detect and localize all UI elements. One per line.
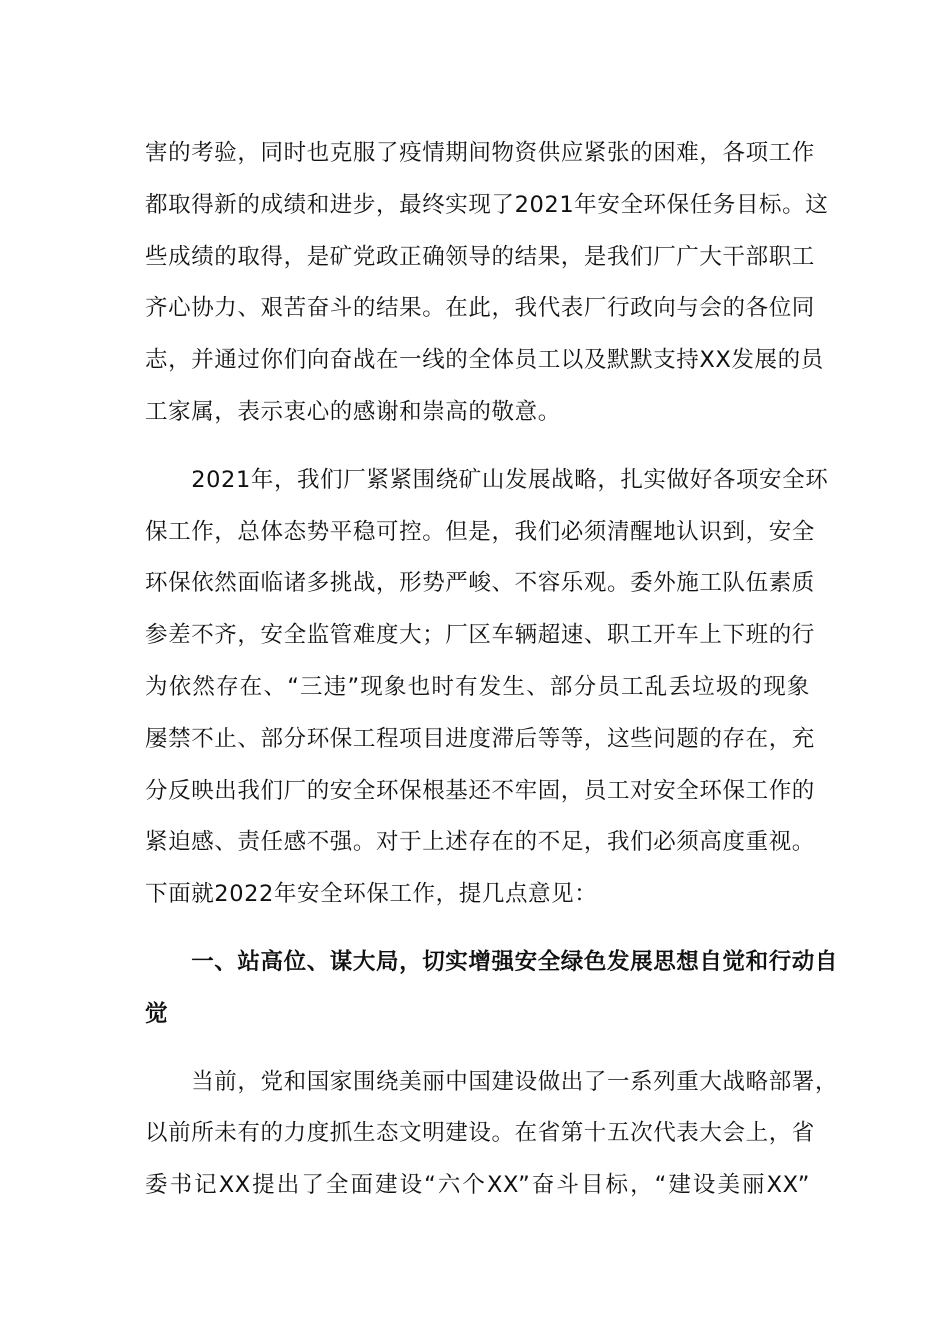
text-line: 工家属，表示衷心的感谢和崇高的敬意。 xyxy=(145,398,561,425)
text-line: 害的考验，同时也克服了疫情期间物资供应紧张的困难，各项工作 xyxy=(145,140,815,166)
text-line: 屡禁不止、部分环保工程项目进度滞后等等，这些问题的存在，充 xyxy=(145,725,815,752)
paragraph-1 xyxy=(145,128,829,439)
text-line: 些成绩的取得，是矿党政正确领导的结果，是我们厂广大干部职工 xyxy=(145,243,815,270)
text-line: 当前，党和国家围绕美丽中国建设做出了一系列重大战略部署， xyxy=(145,1068,839,1095)
text-line: 保工作，总体态势平稳可控。但是，我们必须清醒地认识到，安全 xyxy=(145,518,815,545)
heading-line: 觉 xyxy=(145,1000,169,1027)
text-line: 齐心协力、艰苦奋斗的结果。在此，我代表厂行政向与会的各位同 xyxy=(145,295,815,322)
text-line: 分反映出我们厂的安全环保根基还不牢固，员工对安全环保工作的 xyxy=(145,777,815,804)
paragraph-3 xyxy=(145,1057,839,1212)
text-line: 紧迫感、责任感不强。对于上述存在的不足，我们必须高度重视。 xyxy=(145,829,815,856)
document-body xyxy=(145,128,839,1212)
heading-line: 一、站高位、谋大局，切实增强安全绿色发展思想自觉和行动自 xyxy=(145,948,839,975)
text-line: 2021年，我们厂紧紧围绕矿山发展战略，扎实做好各项安全环 xyxy=(145,466,829,493)
text-line: 志，并通过你们向奋战在一线的全体员工以及默默支持XX发展的员 xyxy=(145,347,824,374)
paragraph-2 xyxy=(145,455,829,921)
text-line: 为依然存在、“三违”现象也时有发生、部分员工乱丢垃圾的现象 xyxy=(145,673,810,700)
text-line: 环保依然面临诸多挑战，形势严峻、不容乐观。委外施工队伍素质 xyxy=(145,570,815,597)
text-line: 参差不齐，安全监管难度大；厂区车辆超速、职工开车上下班的行 xyxy=(145,622,815,649)
section-heading xyxy=(145,937,839,1041)
text-line: 委书记XX提出了全面建设“六个XX”奋斗目标，“建设美丽XX” xyxy=(145,1172,810,1199)
text-line: 都取得新的成绩和进步，最终实现了2021年安全环保任务目标。这 xyxy=(145,191,829,218)
text-line: 下面就2022年安全环保工作，提几点意见： xyxy=(145,881,598,908)
text-line: 以前所未有的力度抓生态文明建设。在省第十五次代表大会上，省 xyxy=(145,1120,815,1147)
